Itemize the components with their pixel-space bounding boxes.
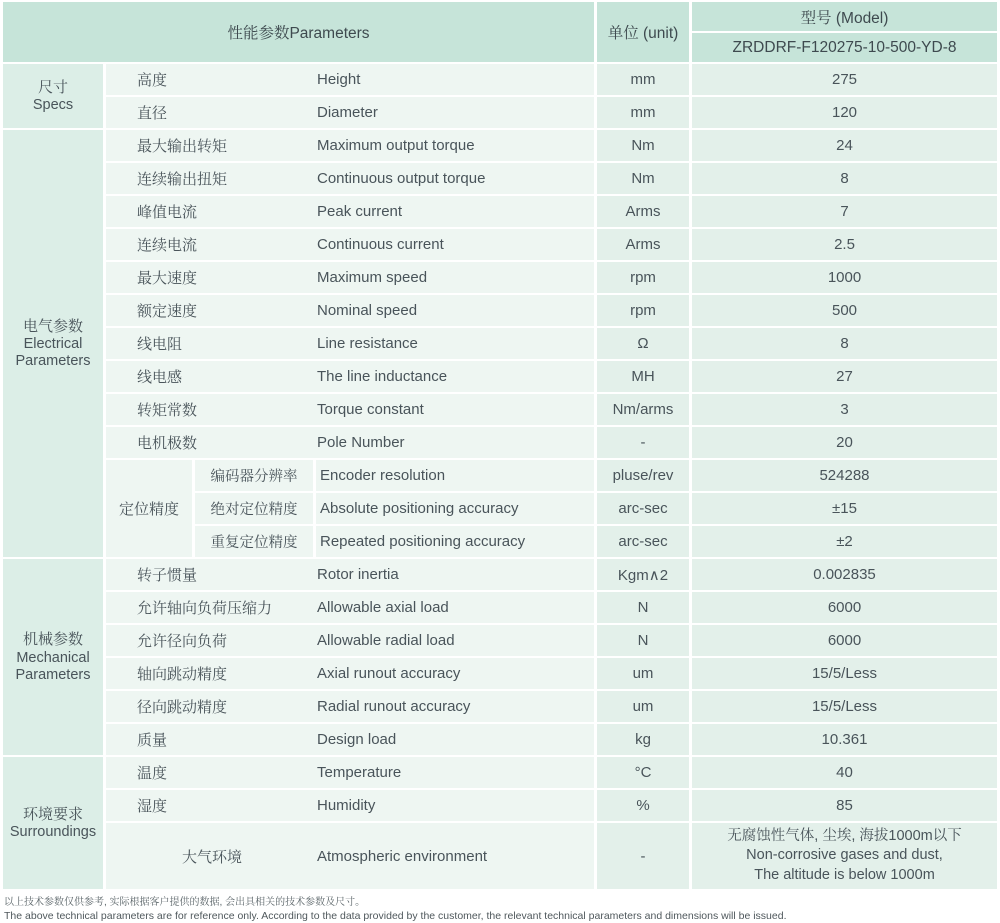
unit-cell: pluse/rev: [597, 460, 689, 491]
param-label-cell: 连续输出扭矩 Continuous output torque: [106, 163, 594, 194]
section-specs: [3, 64, 103, 128]
footer-notes: [4, 896, 1000, 923]
table-row: [3, 658, 997, 689]
table-row: [3, 196, 997, 227]
unit-cell: N: [597, 625, 689, 656]
unit-cell: mm: [597, 64, 689, 95]
unit-cell: °C: [597, 757, 689, 788]
table-row: [3, 394, 997, 425]
table-row: [3, 790, 997, 821]
unit-cell: MH: [597, 361, 689, 392]
unit-cell: rpm: [597, 295, 689, 326]
param-label-cell: 转子惯量 Rotor inertia: [106, 559, 594, 590]
model-header: 型号 (Model): [692, 2, 997, 31]
value-cell: 2.5: [692, 229, 997, 260]
value-cell: 500: [692, 295, 997, 326]
section-label-en: Surroundings: [9, 824, 97, 841]
unit-cell: um: [597, 658, 689, 689]
section-label-zh: 机械参数: [22, 631, 83, 649]
table-row: [3, 460, 997, 491]
param-label-cell: 温度 Temperature: [106, 757, 594, 788]
value-cell: 524288: [692, 460, 997, 491]
value-cell: ±15: [692, 493, 997, 524]
table-row: [3, 724, 997, 755]
param-label-cell: 直径 Diameter: [106, 97, 594, 128]
param-label-cell: 峰值电流 Peak current: [106, 196, 594, 227]
value-cell: 6000: [692, 592, 997, 623]
table-row: [3, 97, 997, 128]
unit-cell: Nm: [597, 130, 689, 161]
param-label-cell: 转矩常数 Torque constant: [106, 394, 594, 425]
unit-cell: Nm/arms: [597, 394, 689, 425]
table-row: [3, 691, 997, 722]
value-line: 无腐蚀性气体, 尘埃, 海拔1000m以下: [727, 827, 962, 844]
unit-cell: arc-sec: [597, 526, 689, 557]
param-label-cell: 最大速度 Maximum speed: [106, 262, 594, 293]
param-label-cell: 最大输出转矩 Maximum output torque: [106, 130, 594, 161]
value-cell: 275: [692, 64, 997, 95]
param-label-cell: 允许轴向负荷压缩力 Allowable axial load: [106, 592, 594, 623]
table-row: [3, 625, 997, 656]
param-label-cell: 高度 Height: [106, 64, 594, 95]
table-row: [3, 163, 997, 194]
unit-cell: Ω: [597, 328, 689, 359]
model-value: ZRDDRF-F120275-10-500-YD-8: [692, 33, 997, 62]
english-label-cell: Absolute positioning accuracy: [316, 493, 594, 524]
table-row: [3, 262, 997, 293]
table-row: [3, 592, 997, 623]
unit-cell: kg: [597, 724, 689, 755]
section-label-zh: 电气参数: [22, 317, 83, 335]
table-row: [3, 361, 997, 392]
section-electrical: [3, 130, 103, 557]
table-row: [3, 823, 997, 889]
disclaimer-en: The above technical parameters are for reference only. According to the data provided by the customer, the relevant technical parameters and dimensions will be issued.: [4, 910, 787, 922]
sub-label-cell: 绝对定位精度: [195, 493, 313, 524]
english-label-cell: Encoder resolution: [316, 460, 594, 491]
unit-cell: mm: [597, 97, 689, 128]
unit-cell: arc-sec: [597, 493, 689, 524]
param-label-cell: 湿度 Humidity: [106, 790, 594, 821]
value-cell: 1000: [692, 262, 997, 293]
english-label-cell: Repeated positioning accuracy: [316, 526, 594, 557]
value-cell: 120: [692, 97, 997, 128]
unit-cell: -: [597, 823, 689, 889]
section-label-en: Specs: [32, 97, 74, 114]
unit-cell: Arms: [597, 229, 689, 260]
param-label-cell: 轴向跳动精度 Axial runout accuracy: [106, 658, 594, 689]
section-mechanical: [3, 559, 103, 755]
param-label-cell: 允许径向负荷 Allowable radial load: [106, 625, 594, 656]
value-line: The altitude is below 1000m: [754, 866, 935, 883]
value-cell: 7: [692, 196, 997, 227]
value-cell: 6000: [692, 625, 997, 656]
param-label-cell: 额定速度 Nominal speed: [106, 295, 594, 326]
value-cell: 3: [692, 394, 997, 425]
unit-cell: Nm: [597, 163, 689, 194]
header-row-1: [3, 2, 997, 31]
table-row: [3, 229, 997, 260]
section-surroundings: [3, 757, 103, 889]
table-row: [3, 295, 997, 326]
sub-label-cell: 编码器分辨率: [195, 460, 313, 491]
param-label-cell: 线电阻 Line resistance: [106, 328, 594, 359]
value-cell: 8: [692, 328, 997, 359]
table-row: [3, 559, 997, 590]
value-cell: ±2: [692, 526, 997, 557]
value-cell: 27: [692, 361, 997, 392]
table-row: [3, 328, 997, 359]
value-cell: 15/5/Less: [692, 691, 997, 722]
table-row: [3, 757, 997, 788]
unit-cell: %: [597, 790, 689, 821]
sub-label-cell: 重复定位精度: [195, 526, 313, 557]
section-label-zh: 尺寸: [37, 78, 68, 96]
param-label-cell: 质量 Design load: [106, 724, 594, 755]
section-label-en: Electrical Parameters: [15, 336, 91, 370]
table-row: [3, 427, 997, 458]
value-cell: 0.002835: [692, 559, 997, 590]
value-cell: [692, 823, 997, 889]
disclaimer-zh: 以上技术参数仅供参考, 实际根据客户提供的数据, 会出具相关的技术参数及尺寸。: [4, 897, 366, 908]
value-cell: 40: [692, 757, 997, 788]
param-label-cell: 线电感 The line inductance: [106, 361, 594, 392]
value-cell: 8: [692, 163, 997, 194]
value-cell: 15/5/Less: [692, 658, 997, 689]
param-label-cell: 径向跳动精度 Radial runout accuracy: [106, 691, 594, 722]
positioning-accuracy-group-label: 定位精度: [106, 460, 192, 557]
value-line: Non-corrosive gases and dust,: [746, 847, 943, 864]
param-label-cell: 电机极数 Pole Number: [106, 427, 594, 458]
section-label-zh: 环境要求: [22, 805, 83, 823]
table-row: [3, 64, 997, 95]
unit-cell: Arms: [597, 196, 689, 227]
section-label-en: Mechanical Parameters: [15, 649, 91, 683]
param-label-cell: 大气环境 Atmospheric environment: [106, 823, 594, 889]
unit-cell: um: [597, 691, 689, 722]
param-label-cell: 连续电流 Continuous current: [106, 229, 594, 260]
unit-cell: rpm: [597, 262, 689, 293]
unit-header: 单位 (unit): [597, 2, 689, 62]
unit-cell: N: [597, 592, 689, 623]
value-cell: 10.361: [692, 724, 997, 755]
table-row: [3, 130, 997, 161]
parameters-header: 性能参数Parameters: [3, 2, 594, 62]
value-cell: 24: [692, 130, 997, 161]
unit-cell: Kgm∧2: [597, 559, 689, 590]
value-cell: 85: [692, 790, 997, 821]
unit-cell: -: [597, 427, 689, 458]
value-cell: 20: [692, 427, 997, 458]
